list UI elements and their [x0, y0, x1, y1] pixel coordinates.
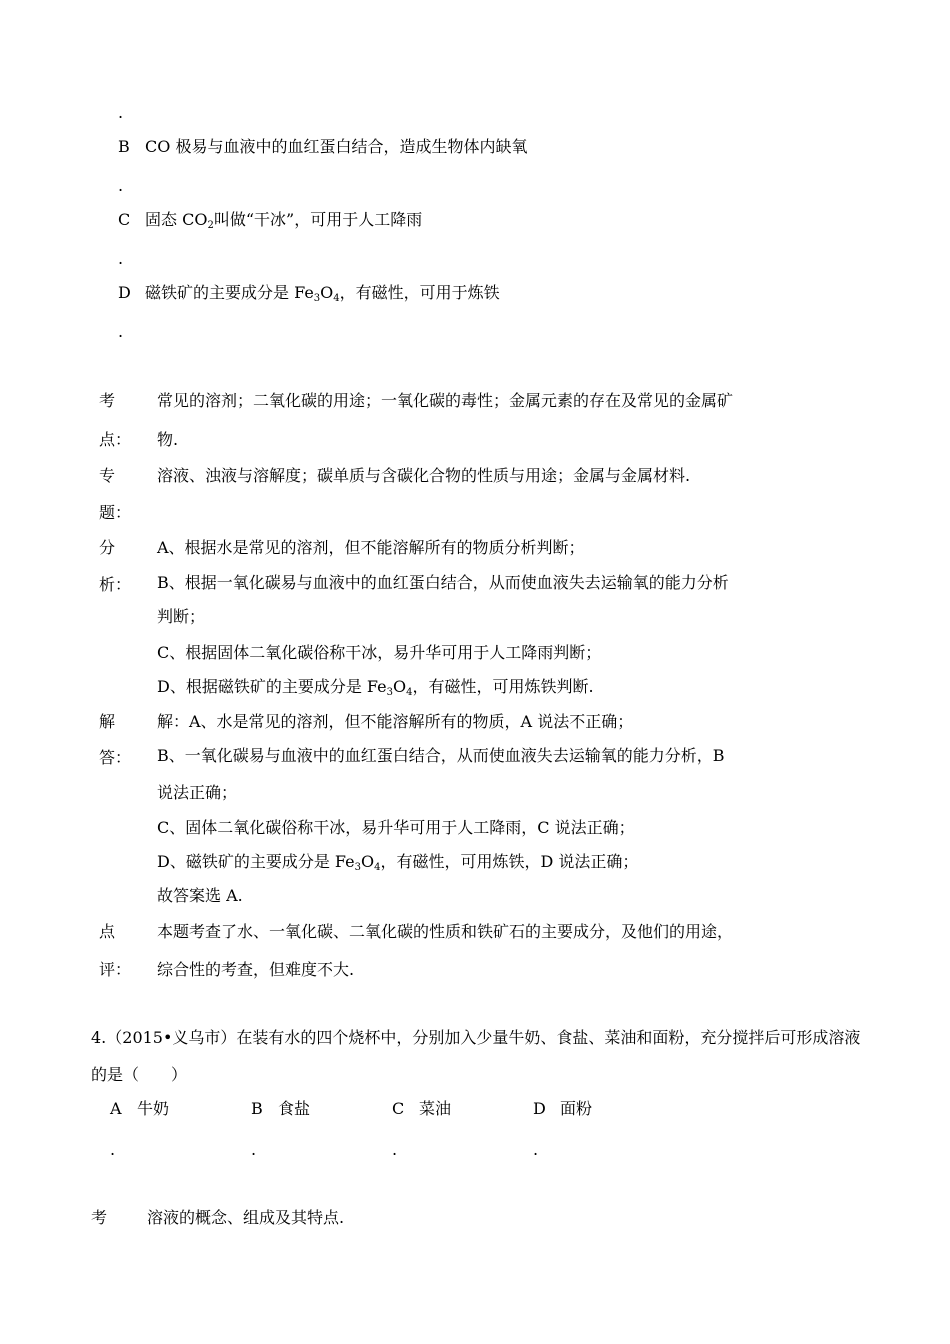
option-b-dot: .: [118, 176, 124, 195]
dianping-label-1: 点: [99, 922, 116, 941]
fenxi-text-2: B、根据一氧化碳易与血液中的血红蛋白结合，从而使血液失去运输氧的能力分析: [157, 573, 729, 592]
question-4-stem: 4.（2015•义乌市）在装有水的四个烧杯中，分别加入少量牛奶、食盐、菜油和面粉，充分搅拌后可形成溶液: [91, 1028, 861, 1047]
option-b-text: CO 极易与血液中的血红蛋白结合，造成生物体内缺氧: [145, 137, 528, 156]
option-c-letter: C: [118, 210, 131, 229]
option-d-letter: D: [118, 283, 131, 302]
option-c-text: 固态 $CO_2$叫做“干冰”，可用于人工降雨: [145, 210, 423, 231]
kaodian-text-2: 物.: [157, 430, 179, 449]
option-a-dot: .: [118, 103, 124, 122]
zhuanti-label-1: 专: [99, 466, 116, 485]
option-d-text: 磁铁矿的主要成分是 $Fe_3O_4$，有磁性，可用于炼铁: [145, 283, 500, 304]
q4-option-b-text: 食盐: [278, 1099, 311, 1118]
q4-option-d-dot: .: [533, 1140, 539, 1159]
fenxi-label-2: 析：: [99, 575, 132, 594]
fenxi-label-1: 分: [99, 538, 116, 557]
option-b-letter: B: [118, 137, 130, 156]
fenxi-text-5: D、根据磁铁矿的主要成分是 $Fe_3O_4$，有磁性，可用炼铁判断.: [157, 677, 594, 698]
jieda-label-1: 解: [99, 712, 116, 731]
jieda-text-1: 解：A、水是常见的溶剂，但不能溶解所有的物质，A 说法不正确；: [157, 712, 634, 731]
kaodian-label-2: 点：: [99, 430, 132, 449]
zhuanti-label-2: 题：: [99, 503, 132, 522]
q4-option-d-letter: D: [533, 1099, 546, 1118]
jieda-text-2: B、一氧化碳易与血液中的血红蛋白结合，从而使血液失去运输氧的能力分析，B: [157, 746, 725, 765]
kaodian-label-1: 考: [99, 391, 116, 410]
q4-option-b-dot: .: [251, 1140, 257, 1159]
fenxi-text-4: C、根据固体二氧化碳俗称干冰，易升华可用于人工降雨判断；: [157, 643, 602, 662]
q4-option-d-text: 面粉: [560, 1099, 593, 1118]
dianping-text-1: 本题考查了水、一氧化碳、二氧化碳的性质和铁矿石的主要成分，及他们的用途，: [157, 922, 734, 941]
fenxi-text-1: A、根据水是常见的溶剂，但不能溶解所有的物质分析判断；: [157, 538, 585, 557]
option-c-dot: .: [118, 249, 124, 268]
question-4-stem-cont: 的是（ ）: [91, 1065, 188, 1084]
q4-option-a-text: 牛奶: [137, 1099, 170, 1118]
q4-kaodian-text: 溶液的概念、组成及其特点.: [147, 1208, 345, 1227]
jieda-text-4: C、固体二氧化碳俗称干冰，易升华可用于人工降雨，C 说法正确；: [157, 818, 635, 837]
jieda-label-2: 答：: [99, 748, 132, 767]
q4-option-c-dot: .: [392, 1140, 398, 1159]
q4-option-b-letter: B: [251, 1099, 263, 1118]
jieda-text-3: 说法正确；: [157, 783, 238, 802]
zhuanti-text-1: 溶液、浊液与溶解度；碳单质与含碳化合物的性质与用途；金属与金属材料.: [157, 466, 691, 485]
q4-option-a-letter: A: [110, 1099, 122, 1118]
q4-option-c-letter: C: [392, 1099, 405, 1118]
fenxi-text-3: 判断；: [157, 607, 206, 626]
jieda-text-6: 故答案选 A.: [157, 886, 243, 905]
kaodian-text-1: 常见的溶剂；二氧化碳的用途；一氧化碳的毒性；金属元素的存在及常见的金属矿: [157, 391, 734, 410]
q4-kaodian-label: 考: [91, 1208, 108, 1227]
jieda-text-5: D、磁铁矿的主要成分是 $Fe_3O_4$，有磁性，可用炼铁，D 说法正确；: [157, 852, 639, 873]
option-d-dot: .: [118, 322, 124, 341]
q4-option-c-text: 菜油: [419, 1099, 452, 1118]
q4-option-a-dot: .: [110, 1140, 116, 1159]
dianping-text-2: 综合性的考查，但难度不大.: [157, 960, 355, 979]
dianping-label-2: 评：: [99, 960, 132, 979]
